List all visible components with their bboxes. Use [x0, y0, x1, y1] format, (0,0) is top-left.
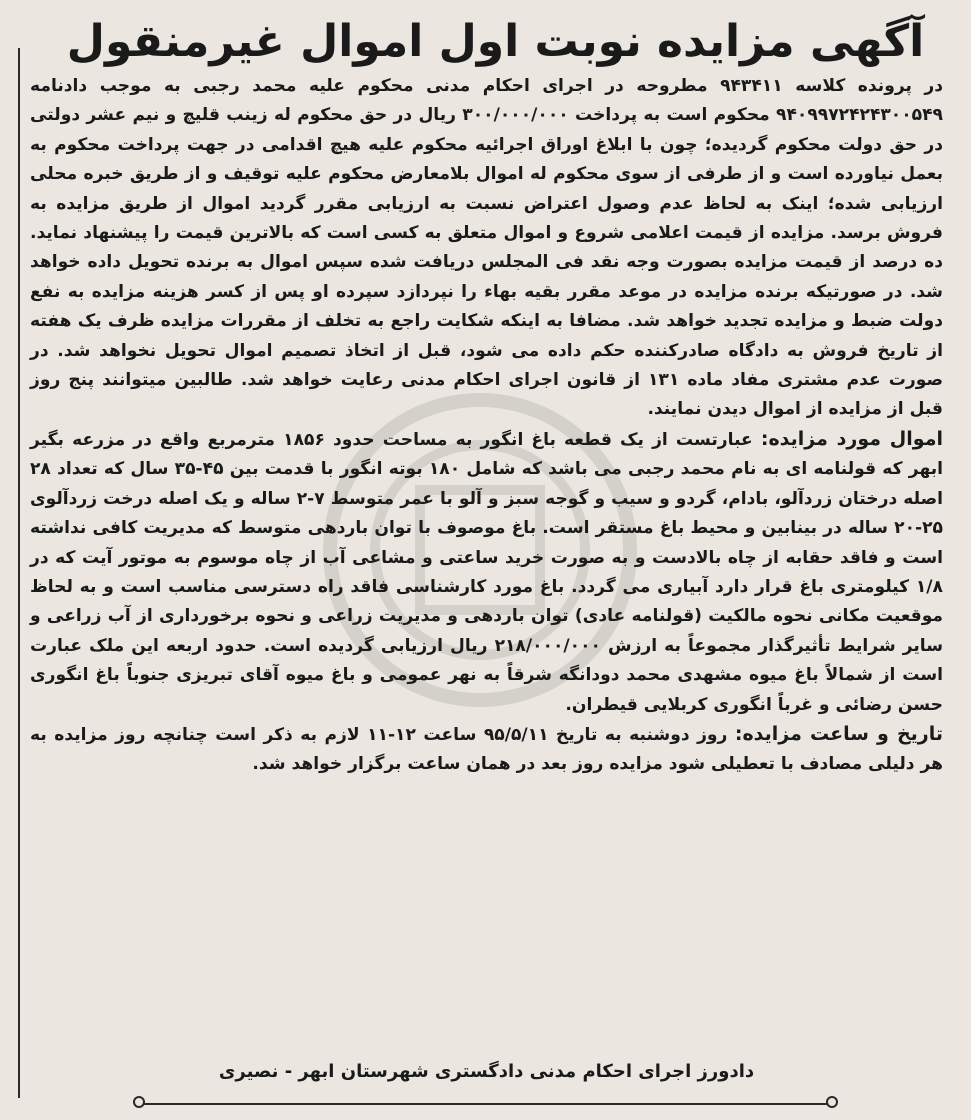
- footer-divider: [140, 1103, 831, 1105]
- property-heading: اموال مورد مزایده:: [760, 427, 943, 450]
- footer-divider-left-ornament: [133, 1096, 145, 1108]
- intro-paragraph: در پرونده کلاسه ۹۴۳۴۱۱ مطروحه در اجرای احکام مدنی محکوم علیه محمد رجبی به موجب دادنامه ۹۴۰۹۹۷۲۴۲۴۳۰۰۵۴۹ محکوم است به پرداخت ۳۰۰/۰۰۰/۰۰۰ ریال در حق محکوم له زینب قلیچ و نیم عشر دولتی در حق دولت محکوم گردیده؛ چون با ابلاغ اوراق اجرائیه محکوم علیه هیچ اقدامی در جهت پرداخت محکوم به بعمل نیاورده است و از طرفی از سوی محکوم له اموال بلامعارض محکوم علیه توقیف و از طریق خبره محلی ارزیابی شده؛ اینک به لحاظ عدم وصول اعتراض نسبت به ارزیابی مقرر گردید اموال از طریق مزایده به فروش برسد. مزایده از قیمت اعلامی شروع و اموال متعلق به کسی است که بالاترین قیمت را پیشنهاد نماید. ده درصد از قیمت مزایده بصورت وجه نقد فی المجلس دریافت شده سپس اموال به برنده تحویل داده خواهد شد. در صورتیکه برنده مزایده در موعد مقرر بقیه بهاء را نپردازد سپرده او پس از کسر هزینه مزایده به نفع دولت ضبط و مزایده تجدید خواهد شد. مضافا به اینکه شکایت راجع به تخلف از مقررات مزایده ظرف یک هفته از تاریخ فروش به دادگاه صادرکننده حکم داده می شود، قبل از اتخاذ تصمیم اموال تحویل نخواهد شد. در صورت عدم مشتری مفاد ماده ۱۳۱ از قانون اجرای احکام مدنی رعایت خواهد شد. طالبین میتوانند پنج روز قبل از مزایده از اموال دیدن نمایند.: [30, 76, 944, 420]
- notice-title: آگهی مزایده نوبت اول اموال غیرمنقول: [66, 16, 925, 67]
- date-heading: تاریخ و ساعت مزایده:: [734, 722, 944, 745]
- notice-body: [30, 72, 943, 780]
- date-text: روز دوشنبه به تاریخ ۹۵/۵/۱۱ ساعت ۱۲-۱۱ لازم به ذکر است چنانچه روز مزایده به هر دلیلی مصادف با تعطیلی شود مزایده روز بعد در همان ساعت برگزار خواهد شد.: [30, 724, 943, 775]
- footer-divider-right-ornament: [826, 1096, 838, 1108]
- signature: دادورز اجرای احکام مدنی دادگستری شهرستان ابهر - نصیری: [218, 1061, 755, 1082]
- property-paragraph: [30, 425, 943, 720]
- property-text: عبارتست از یک قطعه باغ انگور به مساحت حدود ۱۸۵۶ مترمربع واقع در مزرعه بگیر ابهر که قولنامه ای به نام محمد رجبی می باشد که شامل ۱۸۰ بوته انگور با قدمت بین ۴۵-۳۵ سال که تعداد ۲۸ اصله درختان زردآلو، بادام، گردو و سیب و گوجه سبز و آلو با عمر متوسط ۷-۲ ساله و یک اصله درخت زردآلوی ۲۵-۲۰ ساله در بینابین و محیط باغ مستقر است. باغ موصوف با توان باردهی متوسط که مدیریت کافی نداشته است و فاقد حقابه از چاه بالادست و به صورت خرید ساعتی و مشاعی آب از چاه موسوم به موتور آیت که در ۱/۸ کیلومتری باغ قرار دارد آبیاری می گردد. باغ مورد کارشناسی فاقد راه دسترسی مناسب است و به لحاظ موقعیت مکانی نحوه مالکیت (قولنامه عادی) توان باردهی و مدیریت زراعی و نحوه برخورداری از آب زراعی و سایر شرایط تأثیرگذار مجموعاً به ارزش ۲۱۸/۰۰۰/۰۰۰ ریال ارزیابی گردیده است. حدود اربعه این ملک عبارت است از شمالاً باغ میوه مشهدی محمد دودانگه شرقاً به نهر عمومی و باغ میوه آقای تبریزی جنوباً باغ انگوری حسن رضائی و غرباً انگوری کربلایی قیطران.: [30, 429, 944, 715]
- left-border-line: [18, 48, 20, 1098]
- date-paragraph: [30, 720, 943, 780]
